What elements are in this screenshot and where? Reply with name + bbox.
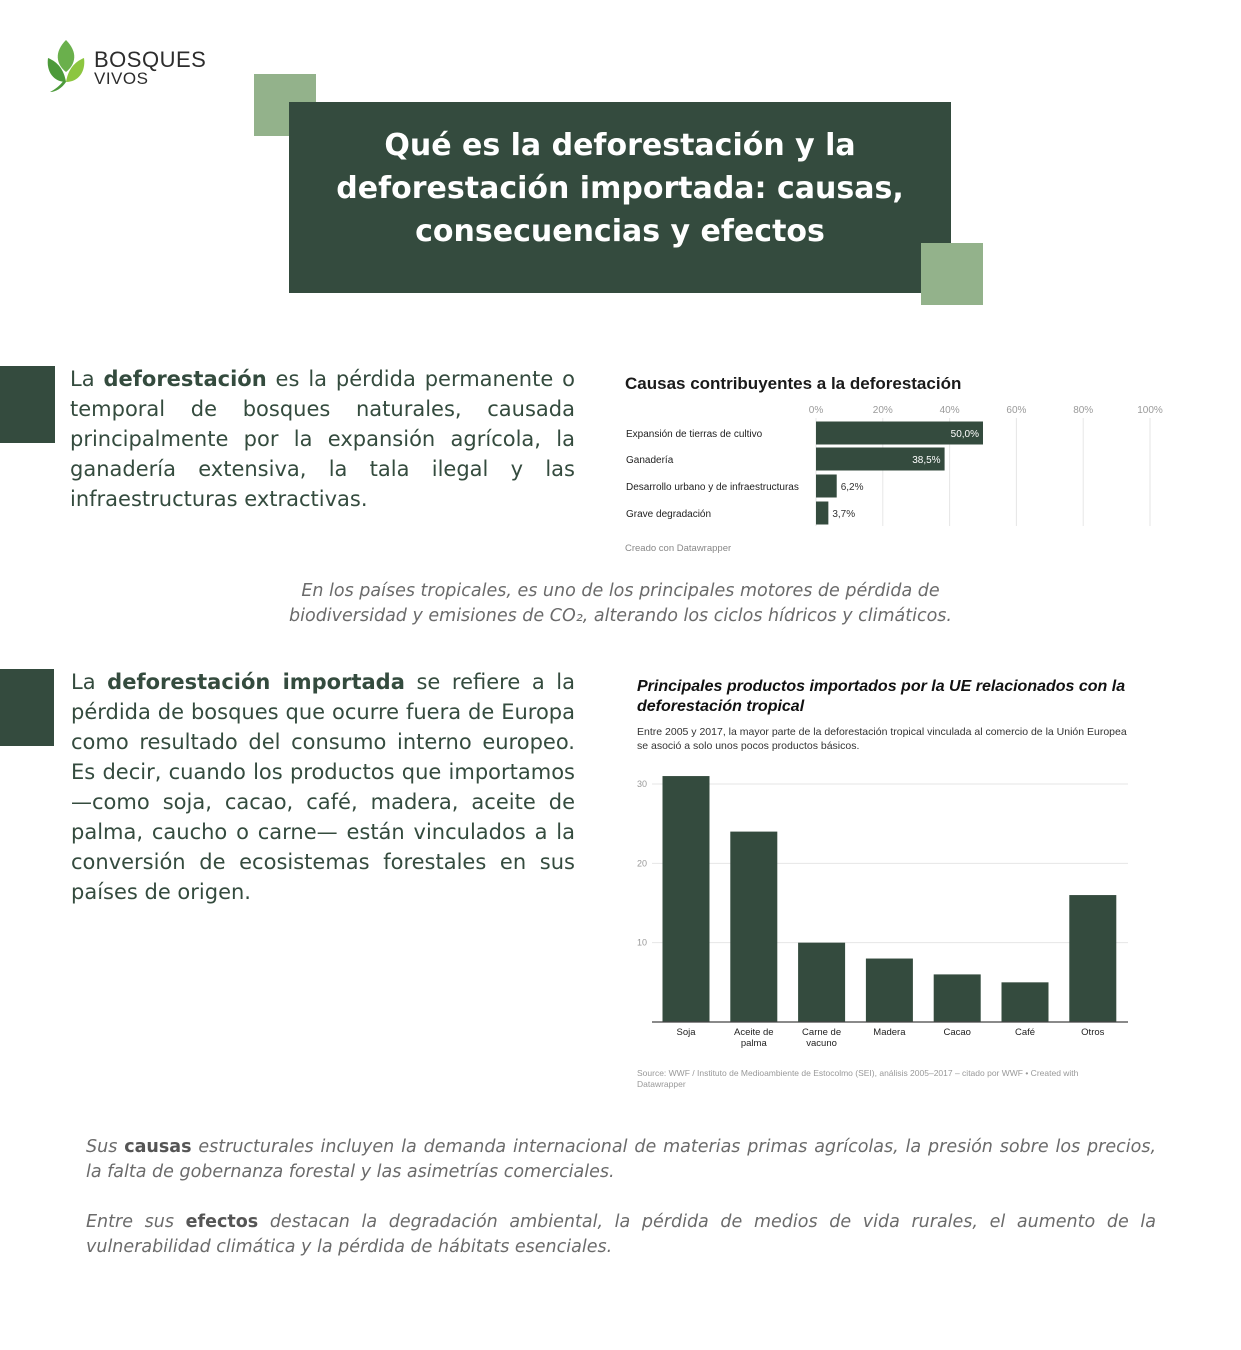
effects-term: efectos [185, 1212, 259, 1232]
logo-text-line1: BOSQUES [94, 47, 207, 72]
chart2-category-label: Café [1014, 1027, 1036, 1038]
chart2-subtitle: Entre 2005 y 2017, la mayor parte de la deforestación tropical vinculada al comercio de la Unión Europea se asoció a solo unos pocos productos básicos. [637, 726, 1127, 752]
chart2-bar [934, 974, 981, 1022]
chart2-bar [866, 959, 913, 1022]
page-title-line2: deforestación importada: causas, [336, 171, 904, 206]
section1-text-post: es la pérdida permanente o temporal de bosques naturales, causada principalmente por la expansión agrícola, la ganadería extensiva, la tala ilegal y las infraestructuras extractivas. [70, 367, 576, 511]
chart1-credit: Creado con Datawrapper [625, 543, 732, 554]
chart2-title: Principales productos importados por la UE relacionados con la deforestación tropical [637, 678, 1126, 715]
chart2-category-label: Madera [873, 1027, 906, 1038]
chart2-category-label: Cacao [943, 1027, 971, 1038]
chart2-bar [798, 943, 845, 1022]
page-title-line1: Qué es la deforestación y la [384, 128, 856, 163]
causes-paragraph [86, 1135, 1156, 1185]
chart1-bar [816, 502, 828, 525]
section2-marker [0, 669, 54, 746]
note1-line1: En los países tropicales, es uno de los principales motores de pérdida de [301, 581, 940, 601]
chart2-bar [1069, 895, 1116, 1022]
chart2-category-label: Carne de vacuno [802, 1027, 842, 1049]
chart1-tick-label: 100% [1137, 405, 1163, 416]
effects-text-pre: Entre sus [86, 1212, 186, 1232]
leaf-logo-icon [44, 38, 94, 94]
chart1-category-label: Grave degradación [626, 509, 712, 520]
chart1-tick-label: 40% [939, 405, 960, 416]
chart2-tick-label: 20 [637, 858, 648, 869]
title-accent-bottom [921, 243, 983, 305]
note1-line2: biodiversidad y emisiones de CO₂, alterando los ciclos hídricos y climáticos. [289, 606, 952, 626]
chart1-value-label: 38,5% [912, 455, 941, 466]
chart1-bar [816, 475, 837, 498]
chart1-category-label: Ganadería [626, 455, 674, 466]
effects-text-post: destacan la degradación ambiental, la pérdida de medios de vida rurales, el aumento de la vulnerabilidad climática y la pérdida de hábitats esenciales. [86, 1212, 1156, 1257]
chart1 [620, 400, 1163, 535]
section1-term: deforestación [103, 367, 267, 391]
chart2-tick-label: 10 [637, 937, 648, 948]
section2-text-post: se refiere a la pérdida de bosques que ocurre fuera de Europa como resultado del consumo interno europeo. Es decir, cuando los productos que importamos —como soja, cacao, café, madera, aceite de palma, caucho o carne— están vinculados a la conversión de ecosistemas forestales en sus países de origen. [71, 670, 576, 904]
chart1-tick-label: 60% [1006, 405, 1027, 416]
effects-paragraph [86, 1210, 1156, 1260]
page-title-line3: consecuencias y efectos [415, 214, 825, 249]
causes-term: causas [124, 1137, 192, 1157]
logo [44, 38, 224, 94]
section1-paragraph [70, 364, 575, 514]
chart1-tick-label: 20% [872, 405, 893, 416]
chart1-title: Causas contribuyentes a la deforestación [625, 374, 962, 393]
chart2-category-label: Aceite de palma [733, 1027, 774, 1049]
page-title [289, 124, 951, 253]
chart2-source: Source: WWF / Instituto de Medioambiente de Estocolmo (SEI), análisis 2005–2017 – citado por WWF • Created with Datawrapper [637, 1068, 1079, 1089]
causes-text-pre: Sus [86, 1137, 125, 1157]
chart1-tick-label: 80% [1073, 405, 1094, 416]
chart2-tick-label: 30 [637, 779, 648, 789]
chart2-bar [663, 776, 710, 1022]
chart2-category-label: Otros [1081, 1027, 1105, 1038]
note1 [150, 579, 1091, 629]
chart1-value-label: 50,0% [950, 429, 979, 440]
chart2-bar [730, 832, 777, 1022]
logo-text-line2: VIVOS [94, 69, 149, 88]
chart1-tick-label: 0% [808, 405, 824, 416]
section2-term: deforestación importada [107, 670, 405, 694]
chart1-category-label: Desarrollo urbano y de infraestructuras [626, 482, 799, 493]
chart2-bar [1002, 982, 1049, 1022]
chart2 [630, 765, 1140, 1055]
causes-text-post: estructurales incluyen la demanda internacional de materias primas agrícolas, la presión sobre los precios, la falta de gobernanza forestal y las asimetrías comerciales. [86, 1137, 1157, 1182]
chart1-value-label: 6,2% [840, 482, 864, 493]
chart1-value-label: 3,7% [832, 509, 856, 520]
section1-text-pre: La [70, 367, 104, 391]
chart2-category-label: Soja [676, 1027, 696, 1038]
section2-text-pre: La [71, 670, 108, 694]
section1-marker [0, 366, 55, 443]
section2-paragraph [71, 667, 575, 907]
chart1-category-label: Expansión de tierras de cultivo [626, 429, 763, 440]
